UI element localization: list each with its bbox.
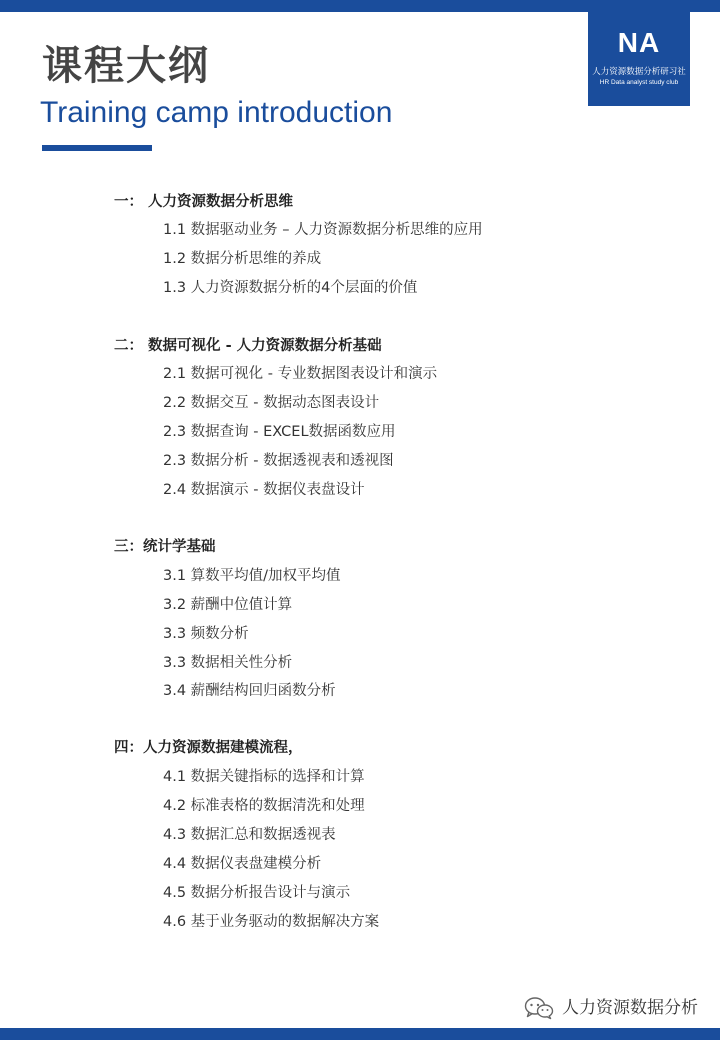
logo-mark: NA: [617, 27, 661, 58]
outline-item: 2.1 数据可视化 - 专业数据图表设计和演示: [163, 366, 438, 382]
outline-item: 2.3 数据分析 - 数据透视表和透视图: [163, 453, 394, 469]
outline-item: 3.4 薪酬结构回归函数分析: [163, 683, 336, 699]
outline-item: 2.2 数据交互 - 数据动态图表设计: [163, 395, 380, 411]
section-heading: 三：统计学基础: [114, 539, 216, 555]
footer-brand-label: 人力资源数据分析: [562, 998, 698, 1018]
outline-item: 1.1 数据驱动业务 – 人力资源数据分析思维的应用: [163, 222, 483, 238]
section-heading: 二： 数据可视化 - 人力资源数据分析基础: [114, 338, 382, 354]
outline-item: 4.2 标准表格的数据清洗和处理: [163, 798, 365, 814]
wechat-icon: [524, 996, 554, 1020]
outline-item: 3.1 算数平均值/加权平均值: [163, 568, 341, 584]
outline-item: 4.5 数据分析报告设计与演示: [163, 885, 351, 901]
outline-item: 4.6 基于业务驱动的数据解决方案: [163, 914, 380, 930]
bottom-accent-bar: [0, 1028, 720, 1040]
footer-brand: [524, 996, 698, 1020]
outline-item: 4.4 数据仪表盘建模分析: [163, 856, 322, 872]
outline-item: 2.3 数据查询 - EXCEL数据函数应用: [163, 424, 396, 440]
outline-item: 4.3 数据汇总和数据透视表: [163, 827, 336, 843]
outline-item: 1.3 人力资源数据分析的4个层面的价值: [163, 280, 418, 296]
page-title: 课程大纲: [42, 43, 210, 89]
outline-item: 3.2 薪酬中位值计算: [163, 597, 293, 613]
outline-item: 4.1 数据关键指标的选择和计算: [163, 769, 365, 785]
logo-org-name-cn: 人力资源数据分析研习社: [592, 67, 686, 77]
outline-item: 3.3 数据相关性分析: [163, 655, 293, 671]
section-heading: 一： 人力资源数据分析思维: [114, 194, 294, 210]
page-subtitle: Training camp introduction: [40, 96, 393, 129]
outline-item: 1.2 数据分析思维的养成: [163, 251, 322, 267]
logo-org-name-en: HR Data analyst study club: [599, 79, 679, 86]
outline-item: 2.4 数据演示 - 数据仪表盘设计: [163, 482, 365, 498]
section-heading: 四：人力资源数据建模流程，: [114, 740, 303, 756]
outline-item: 3.3 频数分析: [163, 626, 249, 642]
